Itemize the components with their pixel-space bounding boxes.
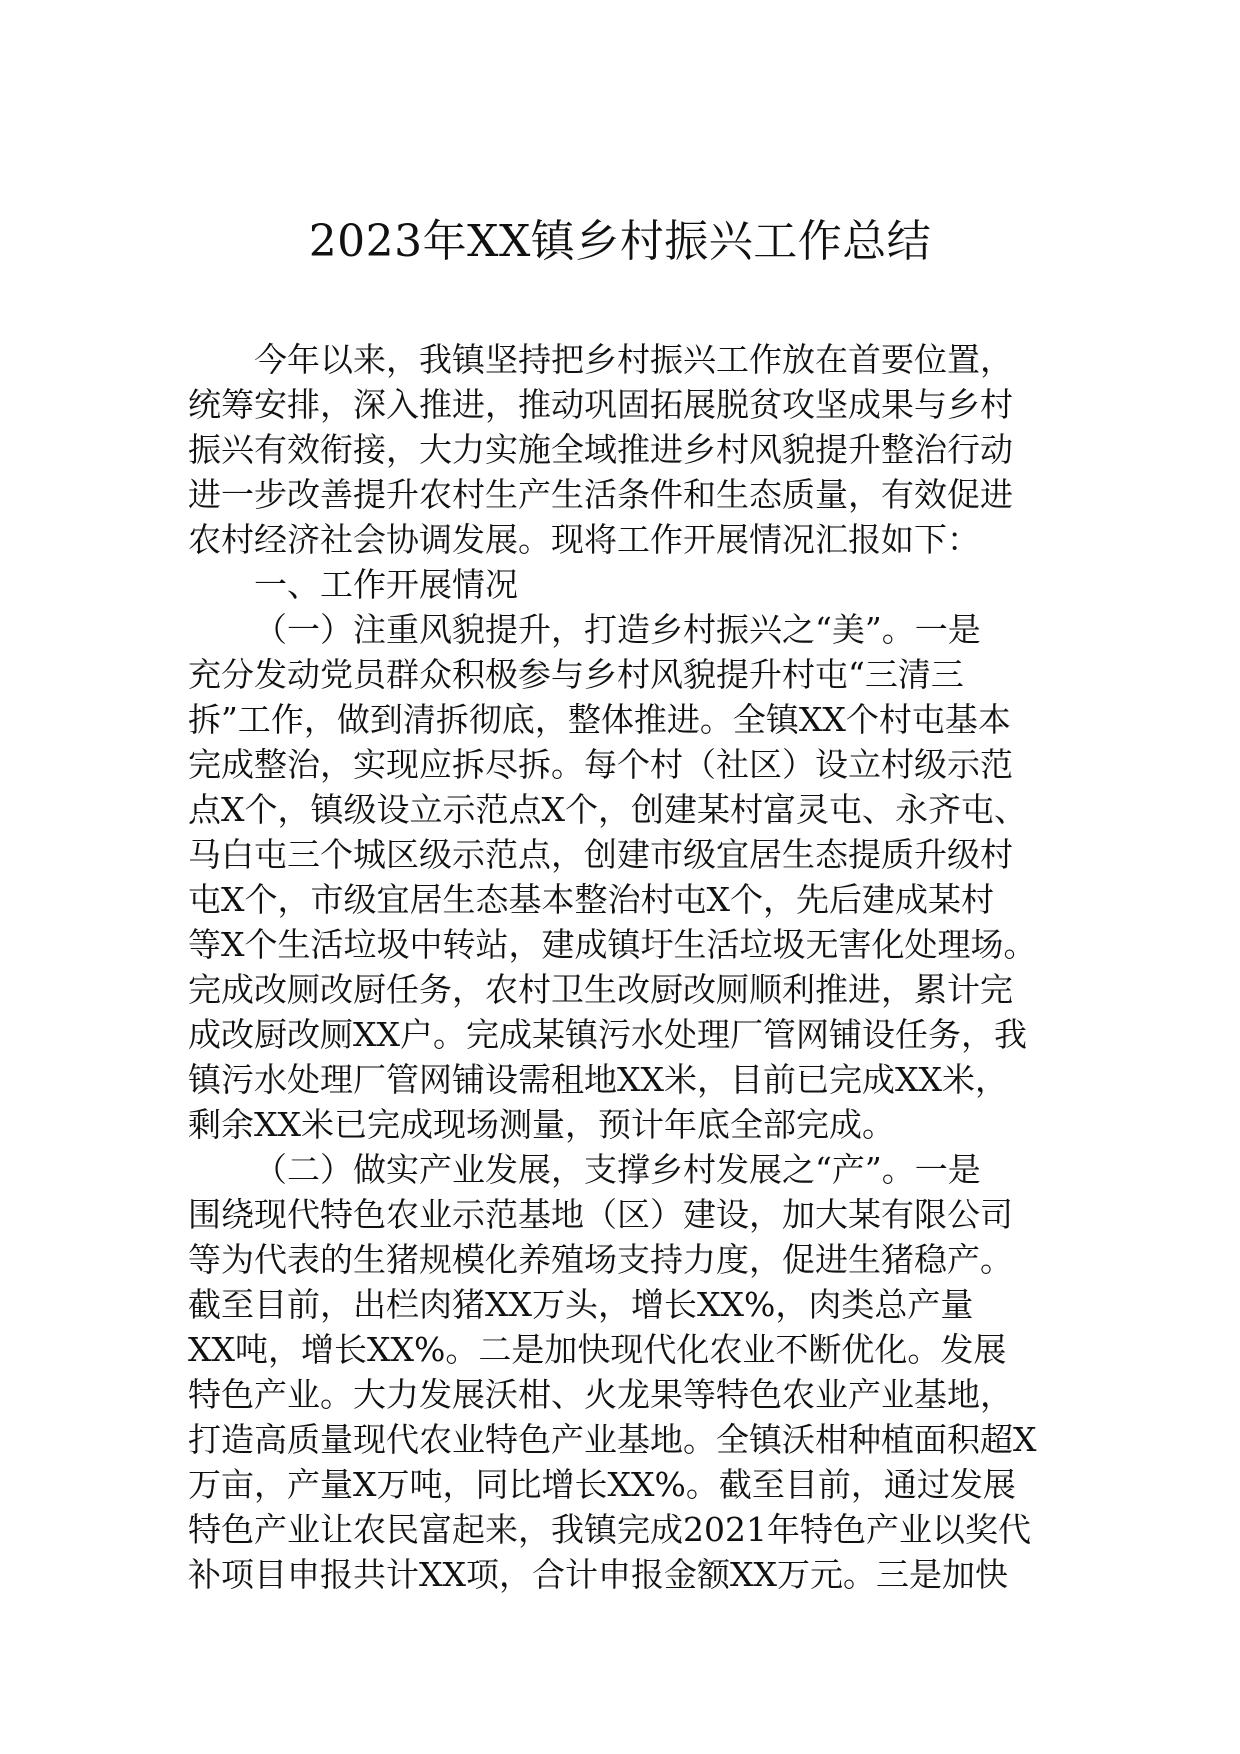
- document-title: 2023年XX镇乡村振兴工作总结: [308, 216, 932, 267]
- paragraph-line: 特色产业。大力发展沃柑、火龙果等特色农业产业基地，: [188, 1375, 1013, 1414]
- document-body: [188, 337, 1068, 1597]
- paragraph-line: 进一步改善提升农村生产生活条件和生态质量，有效促进: [188, 475, 1013, 514]
- paragraph-line: 补项目申报共计XX项，合计申报金额XX万元。三是加快: [188, 1555, 1008, 1594]
- paragraph-line: 成改厨改厕XX户。完成某镇污水处理厂管网铺设任务，我: [188, 1015, 1027, 1054]
- paragraph-line: 点X个，镇级设立示范点X个，创建某村富灵屯、永齐屯、: [188, 790, 1027, 829]
- paragraph-line: 屯X个，市级宜居生态基本整治村屯X个，先后建成某村: [188, 880, 994, 919]
- section-heading: 一、工作开展情况: [254, 565, 518, 604]
- paragraph-line: 截至目前，出栏肉猪XX万头，增长XX%，肉类总产量: [188, 1285, 974, 1324]
- paragraph-line: 等X个生活垃圾中转站，建成镇圩生活垃圾无害化处理场。: [188, 925, 1037, 964]
- paragraph-line: 马白屯三个城区级示范点，创建市级宜居生态提质升级村: [188, 835, 1013, 874]
- paragraph-line: 剩余XX米已完成现场测量，预计年底全部完成。: [188, 1105, 895, 1144]
- paragraph-line: 镇污水处理厂管网铺设需租地XX米，目前已完成XX米，: [188, 1060, 1008, 1099]
- paragraph-line: 特色产业让农民富起来，我镇完成2021年特色产业以奖代: [188, 1510, 1031, 1549]
- paragraph-line: 振兴有效衔接，大力实施全域推进乡村风貌提升整治行动: [188, 430, 1013, 469]
- paragraph-line: 充分发动党员群众积极参与乡村风貌提升村屯“三清三: [188, 655, 964, 694]
- paragraph-line: 统筹安排，深入推进，推动巩固拓展脱贫攻坚成果与乡村: [188, 385, 1013, 424]
- paragraph-line: 完成改厕改厨任务，农村卫生改厨改厕顺利推进，累计完: [188, 970, 1013, 1009]
- subsection-heading-line: （一）注重风貌提升，打造乡村振兴之“美”。一是: [254, 610, 981, 649]
- paragraph-line: XX吨，增长XX%。二是加快现代化农业不断优化。发展: [188, 1330, 1007, 1369]
- paragraph-line: 围绕现代特色农业示范基地（区）建设，加大某有限公司: [188, 1195, 1013, 1234]
- paragraph-line: 万亩，产量X万吨，同比增长XX%。截至目前，通过发展: [188, 1465, 1016, 1504]
- paragraph-line: 打造高质量现代农业特色产业基地。全镇沃柑种植面积超X: [188, 1420, 1037, 1459]
- paragraph-line: 今年以来，我镇坚持把乡村振兴工作放在首要位置，: [254, 340, 1013, 379]
- paragraph-line: 农村经济社会协调发展。现将工作开展情况汇报如下：: [188, 520, 980, 559]
- subsection-heading-line: （二）做实产业发展，支撑乡村发展之“产”。一是: [254, 1150, 981, 1189]
- paragraph-line: 拆”工作，做到清拆彻底，整体推进。全镇XX个村屯基本: [188, 700, 1011, 739]
- paragraph-line: 完成整治，实现应拆尽拆。每个村（社区）设立村级示范: [188, 745, 1013, 784]
- paragraph-line: 等为代表的生猪规模化养殖场支持力度，促进生猪稳产。: [188, 1240, 1013, 1279]
